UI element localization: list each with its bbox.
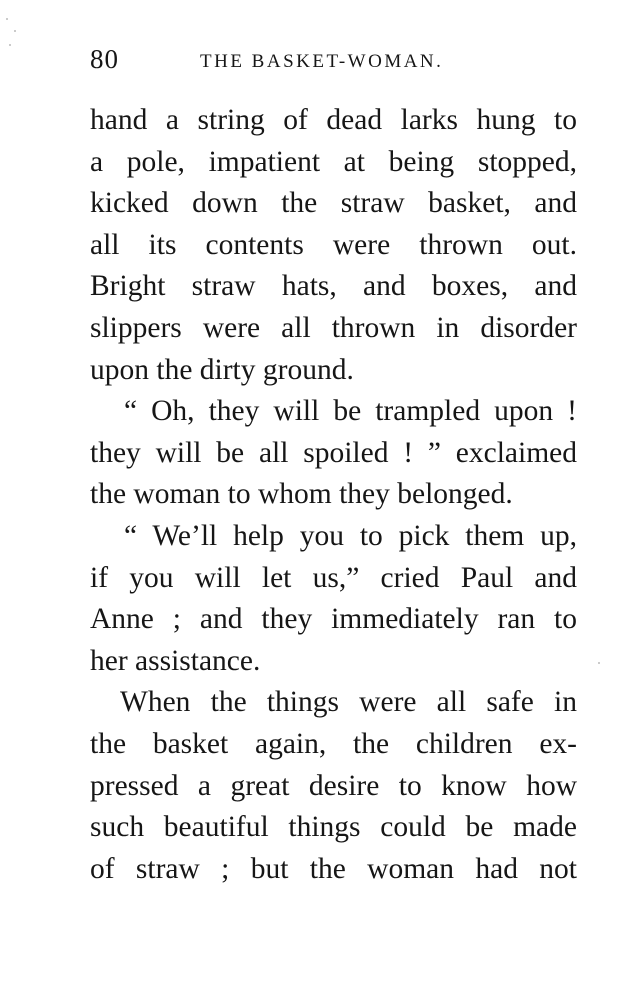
page-number: 80 (90, 44, 119, 74)
paragraph-1 (90, 100, 577, 391)
text-line: a pole, impatient at being stopped, (90, 145, 577, 178)
text-line: hand a string of dead larks hung to (90, 104, 577, 136)
page-header (90, 44, 590, 78)
text-line: all its contents were thrown out. (90, 228, 577, 261)
text-line: When the things were all safe in (120, 686, 577, 719)
text-line: if you will let us,” cried Paul and (90, 561, 577, 594)
text-line: the basket again, the children ex- (90, 727, 577, 760)
text-line: kicked down the straw basket, and (90, 187, 577, 220)
text-line: the woman to whom they belonged. (90, 478, 513, 511)
text-line: upon the dirty ground. (90, 353, 354, 386)
text-line: pressed a great desire to know how (90, 769, 577, 802)
paper-speck (598, 662, 600, 664)
text-line: Anne ; and they immediately ran to (90, 603, 577, 636)
text-line: “ We’ll help you to pick them up, (124, 519, 577, 552)
paper-speck (14, 30, 16, 32)
paragraph-2 (90, 391, 577, 516)
text-line: slippers were all thrown in disorder (90, 311, 577, 344)
text-line: her assistance. (90, 644, 261, 677)
text-line: such beautiful things could be made (90, 811, 577, 844)
paper-speck (6, 18, 8, 20)
paragraph-4 (90, 682, 577, 890)
text-line: of straw ; but the woman had not (90, 852, 577, 885)
text-line: they will be all spoiled ! ” exclaimed (90, 436, 577, 469)
paragraph-3 (90, 516, 577, 682)
running-head: THE BASKET-WOMAN. (200, 51, 444, 72)
text-line: “ Oh, they will be trampled upon ! (124, 395, 577, 428)
body-text (90, 100, 577, 890)
paper-speck (9, 44, 11, 46)
text-line: Bright straw hats, and boxes, and (90, 270, 577, 303)
